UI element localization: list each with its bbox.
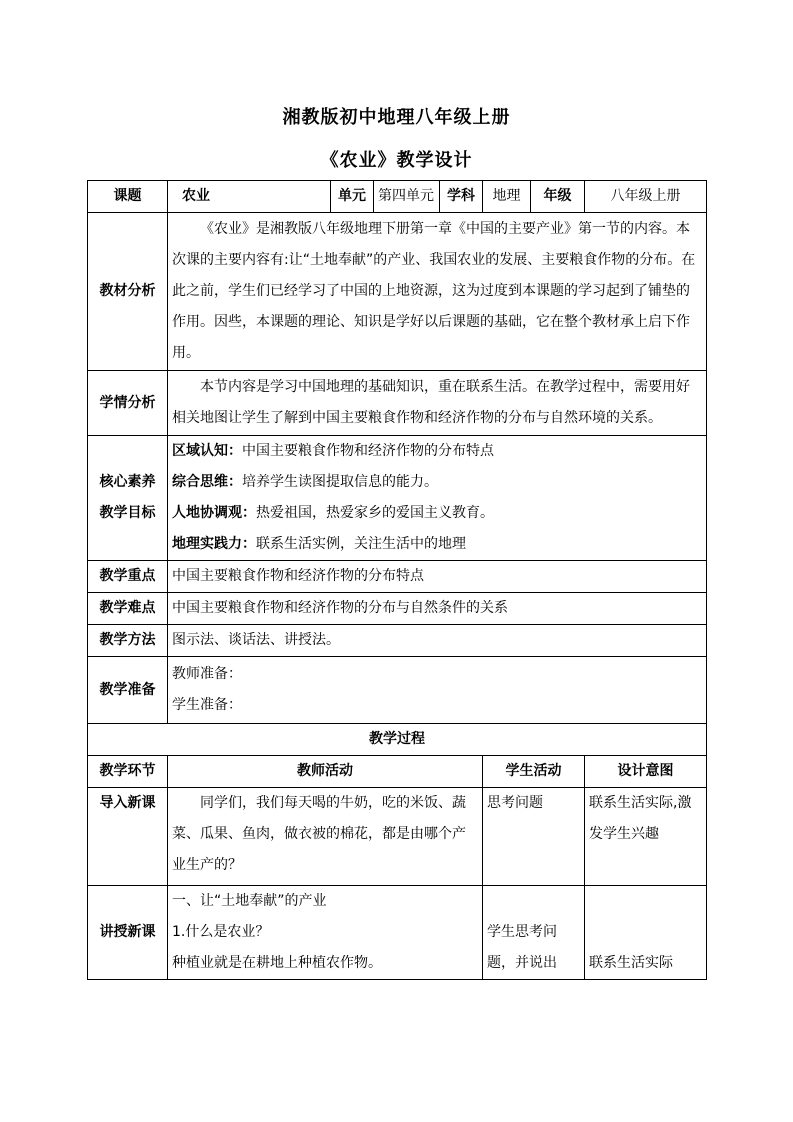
preparation-label: 教学准备 <box>88 657 168 724</box>
method-row <box>88 625 707 657</box>
process-row-new-lesson <box>88 886 707 980</box>
design-intent-intro: 联系生活实际,激发学生兴趣 <box>585 788 707 886</box>
process-header-row <box>88 756 707 788</box>
goal-key: 区域认知： <box>172 443 242 459</box>
design-intent-new-lesson: 联系生活实际 <box>585 886 707 980</box>
student-activity-intro: 思考问题 <box>483 788 585 886</box>
student-preparation: 学生准备： <box>172 697 242 713</box>
stage-new-lesson: 讲授新课 <box>88 886 168 980</box>
process-header-student: 学生活动 <box>483 756 585 788</box>
preparation-values <box>168 657 707 724</box>
process-header-stage: 教学环节 <box>88 756 168 788</box>
student-analysis-label: 学情分析 <box>88 371 168 436</box>
goal-item <box>172 529 702 560</box>
lesson-plan-table <box>87 180 707 980</box>
document-subtitle: 《农业》教学设计 <box>320 150 473 171</box>
process-title-row <box>88 724 707 756</box>
teacher-activity-intro: 同学们，我们每天喝的牛奶，吃的米饭、蔬菜、瓜果、鱼肉，做衣被的棉花，都是由哪个产业生产的？ <box>168 788 483 886</box>
info-row <box>88 181 707 213</box>
core-goals-label <box>88 436 168 561</box>
difficulty-label: 教学难点 <box>88 593 168 625</box>
teacher-activity-new-lesson <box>168 886 483 980</box>
subject-value: 地理 <box>483 181 531 213</box>
goal-item <box>172 436 702 467</box>
goal-value: 培养学生读图提取信息的能力。 <box>242 474 438 490</box>
preparation-row <box>88 657 707 724</box>
goal-item <box>172 498 702 529</box>
key-point-label: 教学重点 <box>88 561 168 593</box>
goal-value: 中国主要粮食作物和经济作物的分布特点 <box>242 443 494 459</box>
core-goals-list <box>168 436 707 561</box>
process-header-teacher: 教师活动 <box>168 756 483 788</box>
material-analysis-text: 《农业》是湘教版八年级地理下册第一章《中国的主要产业》第一节的内容。本次课的主要内容有:让“土地奉献”的产业、我国农业的发展、主要粮食作物的分布。在此之前，学生们已经学习了中国的上地资源，这为过度到本课题的学习起到了铺垫的作用。因些，本课题的理论、知识是学好以后课题的基础，它在整个教材承上启下作用。 <box>168 213 707 371</box>
topic-label: 课题 <box>88 181 168 213</box>
material-analysis-row <box>88 213 707 371</box>
goal-value: 联系生活实例，关注生活中的地理 <box>256 536 466 552</box>
core-goals-label-line2: 教学目标 <box>99 505 156 521</box>
unit-value: 第四单元 <box>374 181 440 213</box>
difficulty-row <box>88 593 707 625</box>
core-goals-label-line1: 核心素养 <box>99 474 156 490</box>
core-goals-row <box>88 436 707 561</box>
student-activity-new-lesson: 学生思考问题，并说出 <box>483 886 585 980</box>
goal-item <box>172 467 702 498</box>
student-analysis-text: 本节内容是学习中国地理的基础知识，重在联系生活。在教学过程中，需要用好相关地图让学生了解到中国主要粮食作物和经济作物的分布与自然环境的关系。 <box>168 371 707 436</box>
grade-value: 八年级上册 <box>585 181 707 213</box>
process-title: 教学过程 <box>88 724 707 756</box>
goal-key: 地理实践力： <box>172 536 256 552</box>
method-label: 教学方法 <box>88 625 168 657</box>
difficulty-value: 中国主要粮食作物和经济作物的分布与自然条件的关系 <box>168 593 707 625</box>
process-header-intent: 设计意图 <box>585 756 707 788</box>
teacher-preparation: 教师准备： <box>172 666 242 682</box>
key-point-value: 中国主要粮食作物和经济作物的分布特点 <box>168 561 707 593</box>
subject-label: 学科 <box>440 181 483 213</box>
process-row-intro <box>88 788 707 886</box>
goal-key: 人地协调观： <box>172 505 256 521</box>
grade-label: 年级 <box>531 181 585 213</box>
section-heading: 一、让“土地奉献”的产业 <box>172 893 327 909</box>
stage-intro: 导入新课 <box>88 788 168 886</box>
topic-value: 农业 <box>168 181 331 213</box>
method-value: 图示法、谈话法、讲授法。 <box>168 625 707 657</box>
student-analysis-row <box>88 371 707 436</box>
document-title: 湘教版初中地理八年级上册 <box>282 107 511 128</box>
key-point-row <box>88 561 707 593</box>
unit-label: 单元 <box>331 181 374 213</box>
goal-value: 热爱祖国，热爱家乡的爱国主义教育。 <box>256 505 494 521</box>
goal-key: 综合思维： <box>172 474 242 490</box>
definition-line: 种植业就是在耕地上种植农作物。 <box>172 955 382 971</box>
material-analysis-label: 教材分析 <box>88 213 168 371</box>
question-line: 1.什么是农业？ <box>172 924 270 940</box>
